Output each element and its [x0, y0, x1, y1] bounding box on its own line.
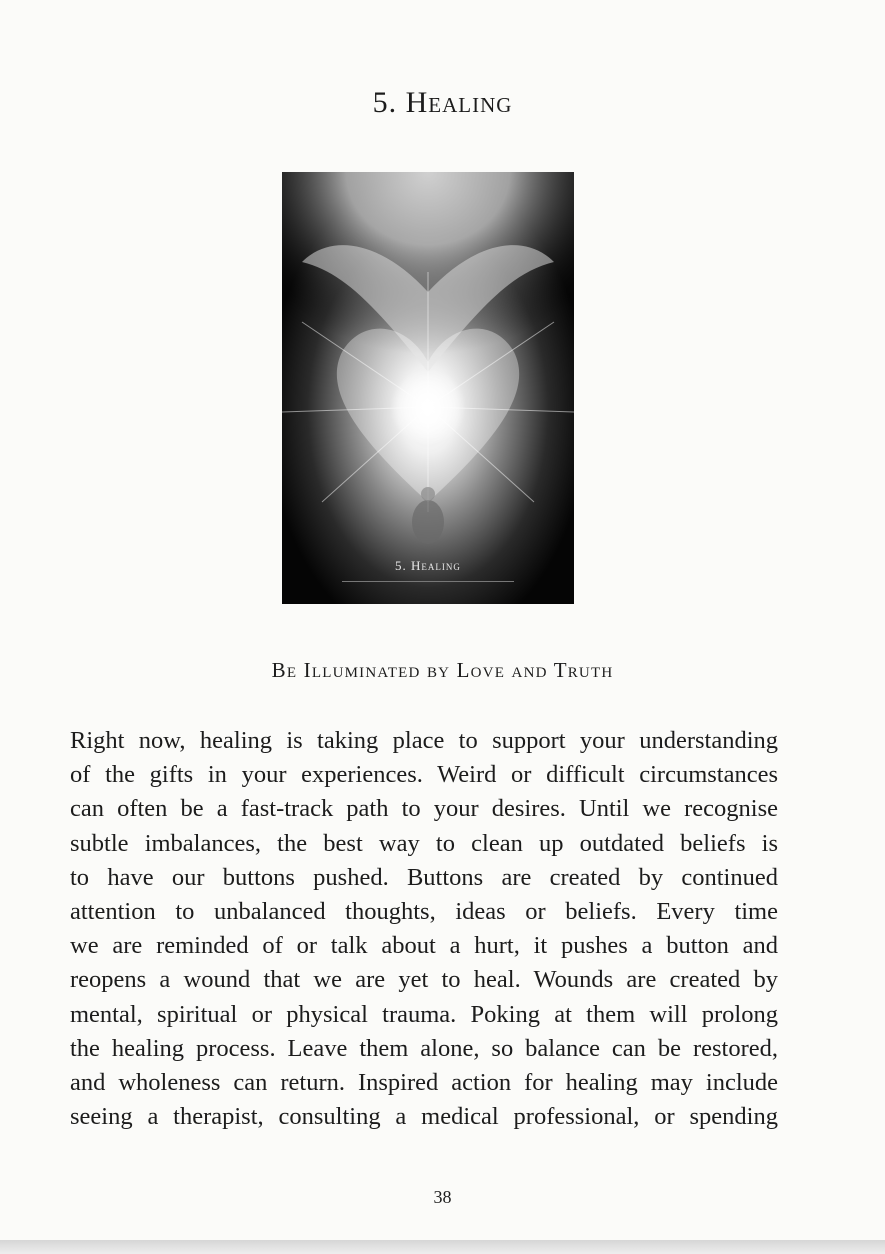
page-bottom-edge — [0, 1240, 885, 1254]
body-paragraph — [70, 724, 778, 1134]
page-title: 5. Healing — [372, 86, 513, 119]
body-line: reopens a wound that we are yet to heal. Wounds are created by — [70, 966, 778, 994]
body-line: to have our buttons pushed. Buttons are created by continued — [70, 863, 778, 891]
card-divider — [342, 581, 514, 582]
body-line: seeing a therapist, consulting a medical professional, or spending — [70, 1103, 778, 1131]
body-line: of the gifts in your experiences. Weird or difficult circumstances — [70, 761, 778, 789]
page-number: 38 — [433, 1187, 452, 1207]
card-artwork — [282, 172, 574, 604]
body-line: and wholeness can return. Inspired action for healing may include — [70, 1069, 778, 1097]
card-subtitle: Be Illuminated by Love and Truth — [271, 658, 614, 682]
oracle-card-image — [282, 172, 574, 604]
body-line: attention to unbalanced thoughts, ideas or beliefs. Every time — [70, 898, 778, 926]
body-line: subtle imbalances, the best way to clean up outdated beliefs is — [70, 829, 778, 857]
body-line: the healing process. Leave them alone, so balance can be restored, — [70, 1034, 778, 1062]
card-label: 5. Healing — [395, 558, 461, 573]
body-line: we are reminded of or talk about a hurt, it pushes a button and — [70, 932, 778, 960]
body-line: Right now, healing is taking place to support your understanding — [70, 727, 778, 754]
body-line: can often be a fast-track path to your desires. Until we recognise — [70, 795, 778, 823]
body-line: mental, spiritual or physical trauma. Poking at them will prolong — [70, 1000, 778, 1028]
